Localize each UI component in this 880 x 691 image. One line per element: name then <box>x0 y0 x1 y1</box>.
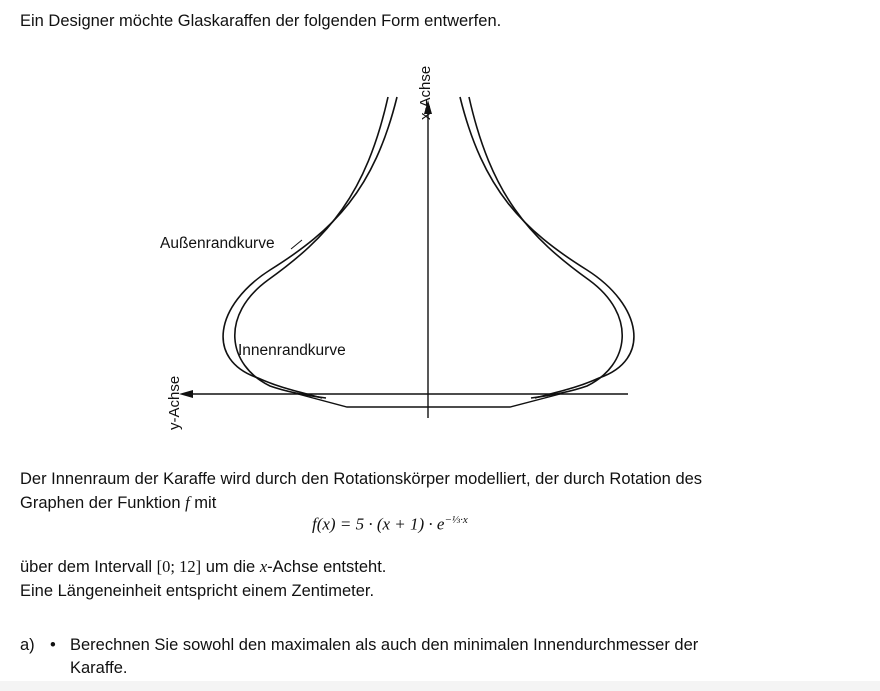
x-axis-label: x-Achse <box>417 65 434 120</box>
paragraph-line-1: Der Innenraum der Karaffe wird durch den Rotationskörper modelliert, der durch Rotation des <box>20 470 703 488</box>
task-a-letter: a) <box>20 636 35 654</box>
paragraph-line-2-post: mit <box>189 494 217 512</box>
outer-curve-label: Außenrandkurve <box>160 235 275 252</box>
task-a-bullet: • <box>50 636 56 654</box>
function-name-f: f <box>185 493 190 512</box>
inner-curve-label: Innenrandkurve <box>238 342 346 359</box>
unit-line: Eine Längeneinheit entspricht einem Zentimeter. <box>20 582 375 600</box>
formula-exponent: −⅓·x <box>444 514 468 526</box>
outer-curve-right <box>460 97 634 398</box>
interval-line-pre: über dem Intervall <box>20 558 157 576</box>
paragraph-line-2 <box>20 492 216 514</box>
interval-line-post: -Achse entsteht. <box>267 558 387 576</box>
axis-variable-x: x <box>259 557 268 576</box>
y-axis-label: y-Achse <box>166 375 183 430</box>
interval-line <box>20 556 386 578</box>
interval-line-mid: um die <box>201 558 260 576</box>
carafe-base <box>298 394 560 407</box>
bottom-strip <box>0 681 880 691</box>
outer-label-leader <box>291 240 302 249</box>
formula-lhs: f(x) = 5 · (x + 1) · e <box>312 514 445 534</box>
task-a-line-2: Karaffe. <box>70 659 128 677</box>
function-formula <box>312 514 468 535</box>
intro-text: Ein Designer möchte Glaskaraffen der folgenden Form entwerfen. <box>20 12 502 30</box>
task-a-line-1: Berechnen Sie sowohl den maximalen als auch den minimalen Innendurchmesser der <box>70 636 699 654</box>
interval-value: [0; 12] <box>156 557 202 576</box>
inner-curve-right <box>469 97 622 398</box>
paragraph-line-2-pre: Graphen der Funktion <box>20 494 186 512</box>
